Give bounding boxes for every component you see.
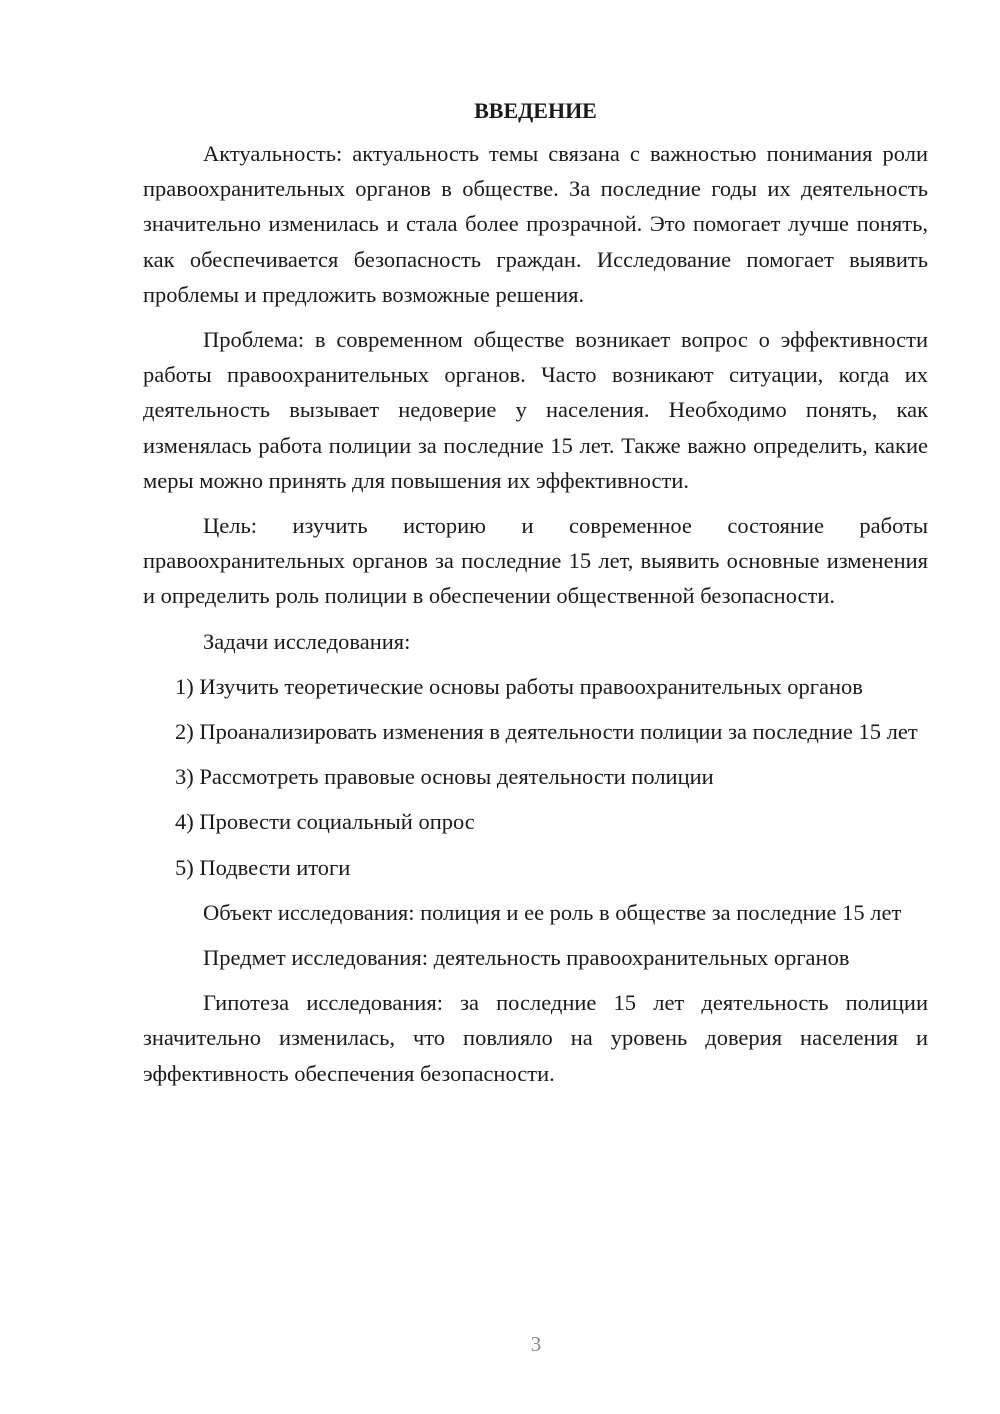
task-item-1: 1) Изучить теоретические основы работы правоохранительных органов: [175, 673, 863, 699]
paragraph-relevance: Актуальность: актуальность темы связана с важностью понимания роли правоохранительных органов в обществе. За последние годы их деятельность значительно изменилась и стала более прозрачной. Это помогает лучше понять, как обеспечивается безопасность граждан. Исследование помогает выявить проблемы и предложить возможные решения.: [143, 141, 928, 307]
paragraph-goal: Цель: изучить историю и современное состояние работы правоохранительных органов за последние 15 лет, выявить основные изменения и определить роль полиции в обеспечении общественной безопасности.: [143, 513, 928, 609]
task-item-2: 2) Проанализировать изменения в деятельности полиции за последние 15 лет: [175, 719, 918, 745]
paragraph-problem: Проблема: в современном обществе возникает вопрос о эффективности работы правоохранительных органов. Часто возникают ситуации, когда их деятельность вызывает недоверие у населения. Необходимо понять, как изменялась работа полиции за последние 15 лет. Также важно определить, какие меры можно принять для повышения их эффективности.: [143, 327, 928, 493]
paragraph-tasks-heading: Задачи исследования:: [203, 628, 411, 654]
task-item-4: 4) Провести социальный опрос: [175, 809, 475, 835]
page-number: 3: [530, 1332, 542, 1356]
paragraph-hypothesis: Гипотеза исследования: за последние 15 лет деятельность полиции значительно изменилась, что повлияло на уровень доверия населения и эффективность обеспечения безопасности.: [143, 990, 928, 1086]
paragraph-object: Объект исследования: полиция и ее роль в обществе за последние 15 лет: [203, 899, 902, 925]
page-title: ВВЕДЕНИЕ: [474, 98, 597, 123]
task-item-3: 3) Рассмотреть правовые основы деятельности полиции: [175, 764, 714, 790]
task-item-5: 5) Подвести итоги: [175, 854, 351, 880]
paragraph-subject: Предмет исследования: деятельность правоохранительных органов: [203, 945, 850, 971]
document-page: [143, 96, 928, 1101]
